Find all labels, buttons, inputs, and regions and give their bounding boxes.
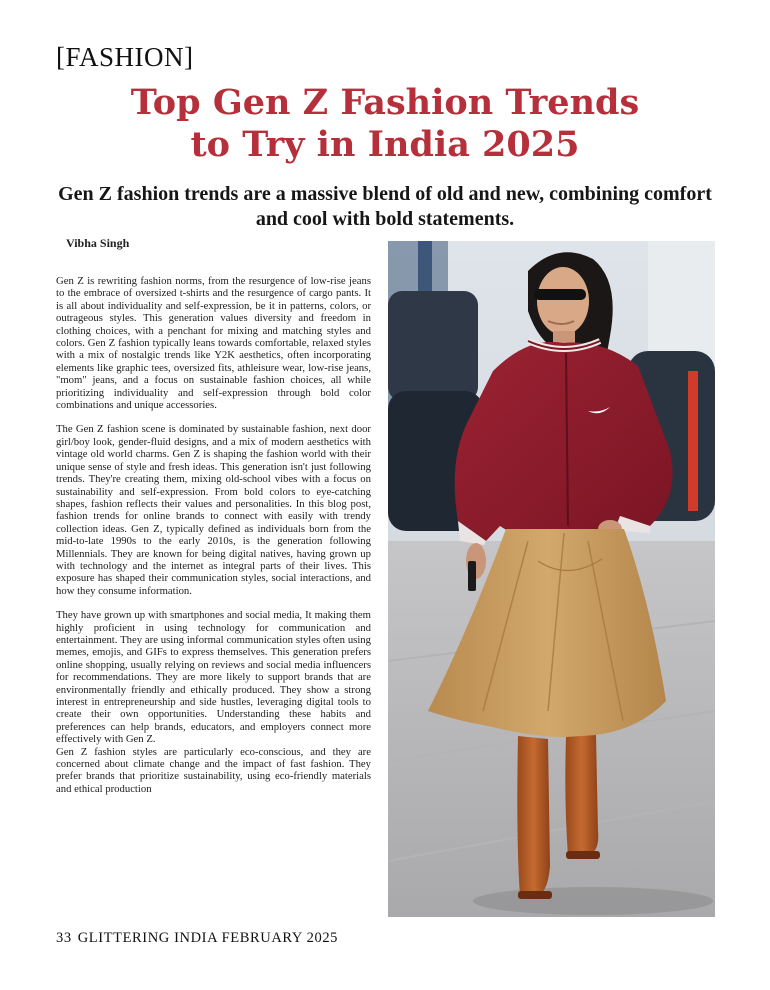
paragraph-4: Gen Z fashion styles are particularly eco-conscious, and they are concerned about climate change and the impact of fast fashion. They prefer brands that prioritize sustainability, using eco-friendly materials and ethical production (56, 745, 371, 795)
article-body (56, 275, 371, 915)
paragraph-1: Gen Z is rewriting fashion norms, from the resurgence of low-rise jeans to the embrace of oversized t-shirts and the resurgence of cargo pants. It is all about individuality and self-expression, be it in patterns, colors, or outrageous styles. This generation values diversity and freedom in clothing choices, with a penchant for mixing and matching styles and colors. Gen Z fashion typically leans towards comfortable, relaxed styles with a mix of nostalgic trends like Y2K aesthetics, often incorporating elements like graphic tees, oversized fits, athleisure wear, low-rise jeans, "mom" jeans, and a focus on sustainable fashion choices, all while prioritizing individuality and self-expression through bold color combinations and unique accessories. (56, 275, 371, 412)
author-byline: Vibha Singh (66, 236, 130, 250)
section-label: [FASHION] (56, 42, 194, 72)
paragraph-3: They have grown up with smartphones and social media, It making them highly proficient in using technology for communication and entertainment. They are using informal communication styles often using memes, emojis, and GIFs to express themselves. This generation prefers online shopping, usually relying on reviews and social media influencers for recommendations. They are more likely to support brands that are environmentally friendly and ethically produced. They show a strong interest in entrepreneurship and side hustles, leveraging digital tools to create their own opportunities. Understanding these habits and preferences can help brands, educators, and employers connect more effectively with Gen Z. (56, 609, 371, 746)
fashion-photo (388, 241, 715, 917)
article-title (40, 82, 730, 166)
page-number: 33 (56, 930, 72, 946)
street-style-illustration (388, 241, 715, 917)
article-subtitle: Gen Z fashion trends are a massive blend of old and new, combining comfort and cool with bold statements. (58, 183, 712, 230)
page-footer (56, 930, 338, 947)
title-line-2: to Try in India 2025 (190, 124, 580, 165)
paragraph-2: The Gen Z fashion scene is dominated by sustainable fashion, next door girl/boy look, gender-fluid designs, and a mix of modern aesthetics with vintage old world charms. Gen Z is shaping the fashion world with their unique sense of style and fresh ideas. This generation isn't just following trends. They're creating them, mixing old-school vibes with a focus on sustainability and self-expression. From bold colors to eye-catching shapes, fashion reflects their values and personalities. In this blog post, fashion trends for online brands to connect with easily with trendy collection ideas. Gen Z, typically defined as individuals born from the mid-to-late 1990s to the early 2010s, is the generation following Millennials. They are known for being digital natives, having grown up with technology and the internet as integral parts of their lives. This exposure has shaped their communication styles, social interactions, and how they consume information. (56, 423, 371, 597)
title-line-1: Top Gen Z Fashion Trends (130, 82, 640, 123)
publication-name: GLITTERING INDIA FEBRUARY 2025 (77, 930, 339, 946)
